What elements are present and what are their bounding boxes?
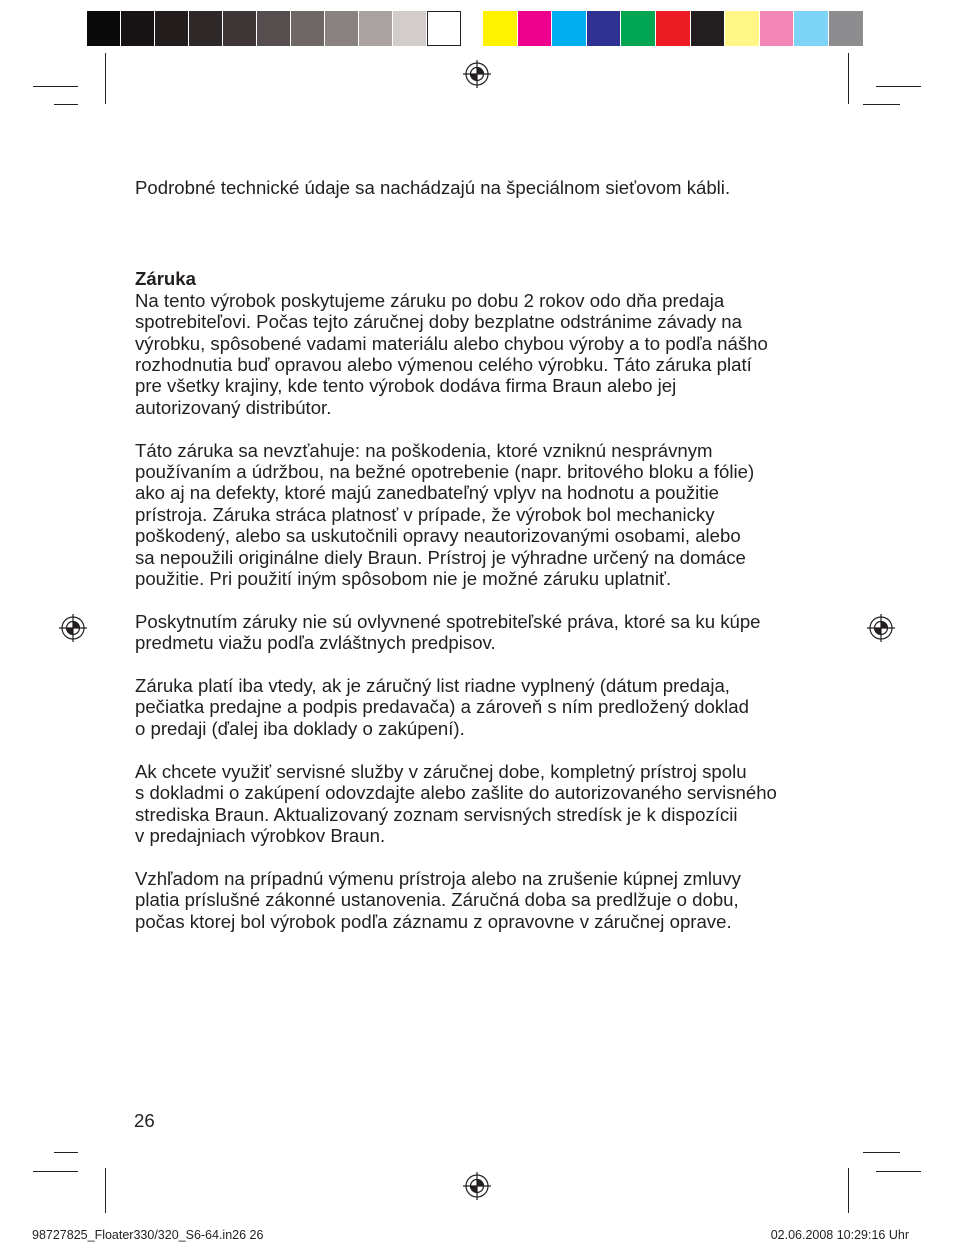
text-line: sa nepoužili originálne diely Braun. Prístroj je výhradne určený na domáce bbox=[135, 546, 746, 568]
page-number: 26 bbox=[134, 1110, 155, 1131]
color-swatch bbox=[393, 11, 427, 46]
text-line: Táto záruka sa nevzťahuje: na poškodenia, ktoré vzniknú nesprávnym bbox=[135, 439, 713, 461]
crop-mark bbox=[848, 1168, 849, 1213]
registration-mark-icon bbox=[867, 614, 895, 642]
color-swatch bbox=[483, 11, 518, 46]
text-line: Záruka platí iba vtedy, ak je záručný list riadne vyplnený (dátum predaja, bbox=[135, 675, 730, 697]
color-swatch bbox=[656, 11, 691, 46]
color-swatch bbox=[359, 11, 393, 46]
color-swatch bbox=[87, 11, 121, 46]
paragraph bbox=[135, 611, 835, 654]
warranty-paragraphs bbox=[135, 290, 835, 932]
color-swatch bbox=[794, 11, 829, 46]
text-line: pečiatka predajne a podpis predavača) a zároveň s ním predložený doklad bbox=[135, 696, 749, 718]
text-line: výrobku, spôsobené vadami materiálu alebo chybou výroby a to podľa nášho bbox=[135, 332, 768, 354]
text-line: používaním a údržbou, na bežné opotrebenie (napr. britového bloku a fólie) bbox=[135, 461, 755, 483]
cmyk-color-bar bbox=[483, 11, 864, 46]
color-swatch bbox=[121, 11, 155, 46]
text-line: autorizovaný distribútor. bbox=[135, 396, 332, 418]
slug-timestamp: 02.06.2008 10:29:16 Uhr bbox=[770, 1228, 909, 1242]
crop-mark bbox=[54, 104, 78, 105]
registration-mark-icon bbox=[463, 60, 491, 88]
color-swatch bbox=[829, 11, 864, 46]
color-swatch bbox=[587, 11, 622, 46]
paragraph bbox=[135, 440, 835, 590]
paragraph bbox=[135, 868, 835, 932]
color-swatch bbox=[257, 11, 291, 46]
text-line: platia príslušné zákonné ustanovenia. Záručná doba sa predlžuje o dobu, bbox=[135, 889, 739, 911]
crop-mark bbox=[33, 86, 78, 87]
text-line: v predajniach výrobkov Braun. bbox=[135, 824, 386, 846]
lead-text: Podrobné technické údaje sa nachádzajú na špeciálnom sieťovom kábli. bbox=[135, 177, 731, 198]
text-line: s dokladmi o zakúpení odovzdajte alebo zašlite do autorizovaného servisného bbox=[135, 782, 777, 804]
text-line: ako aj na defekty, ktoré majú zanedbateľný vplyv na hodnotu a použitie bbox=[135, 482, 719, 504]
color-swatch bbox=[691, 11, 726, 46]
text-line: predmetu viažu podľa zvláštnych predpisov. bbox=[135, 632, 496, 654]
text-line: prístroja. Záruka stráca platnosť v prípade, že výrobok bol mechanicky bbox=[135, 503, 715, 525]
text-line: Vzhľadom na prípadnú výmenu prístroja alebo na zrušenie kúpnej zmluvy bbox=[135, 867, 741, 889]
color-swatch bbox=[621, 11, 656, 46]
grayscale-color-bar bbox=[87, 11, 461, 46]
text-line: rozhodnutia buď opravou alebo výmenou celého výrobku. Táto záruka platí bbox=[135, 354, 752, 376]
crop-mark bbox=[105, 1168, 106, 1213]
paragraph bbox=[135, 761, 835, 847]
color-swatch bbox=[189, 11, 223, 46]
text-line: spotrebiteľovi. Počas tejto záručnej doby bezplatne odstránime závady na bbox=[135, 311, 742, 333]
paragraph bbox=[135, 675, 835, 739]
paragraph bbox=[135, 290, 835, 418]
crop-mark bbox=[105, 53, 106, 104]
text-line: počas ktorej bol výrobok podľa záznamu z opravovne v záručnej oprave. bbox=[135, 910, 732, 932]
registration-mark-icon bbox=[463, 1172, 491, 1200]
slug-filename: 98727825_Floater330/320_S6-64.in26 26 bbox=[32, 1228, 264, 1242]
crop-mark bbox=[876, 1171, 921, 1172]
registration-mark-icon bbox=[59, 614, 87, 642]
color-swatch bbox=[155, 11, 189, 46]
crop-mark bbox=[863, 1152, 900, 1153]
text-line: strediska Braun. Aktualizovaný zoznam servisných stredísk je k dispozícii bbox=[135, 803, 738, 825]
text-line: Na tento výrobok poskytujeme záruku po dobu 2 rokov odo dňa predaja bbox=[135, 289, 725, 311]
color-swatch bbox=[518, 11, 553, 46]
crop-mark bbox=[33, 1171, 78, 1172]
crop-mark bbox=[863, 104, 900, 105]
section-heading: Záruka bbox=[135, 268, 196, 290]
color-swatch bbox=[325, 11, 359, 46]
color-swatch bbox=[552, 11, 587, 46]
color-swatch bbox=[291, 11, 325, 46]
text-line: Poskytnutím záruky nie sú ovlyvnené spotrebiteľské práva, ktoré sa ku kúpe bbox=[135, 610, 761, 632]
color-swatch bbox=[725, 11, 760, 46]
color-swatch bbox=[760, 11, 795, 46]
crop-mark bbox=[54, 1152, 78, 1153]
color-swatch bbox=[427, 11, 461, 46]
crop-mark bbox=[848, 53, 849, 104]
crop-mark bbox=[876, 86, 921, 87]
text-line: o predaji (ďalej iba doklady o zakúpení). bbox=[135, 717, 465, 739]
color-swatch bbox=[223, 11, 257, 46]
text-line: použitie. Pri použití iným spôsobom nie je možné záruku uplatniť. bbox=[135, 568, 672, 590]
text-line: poškodený, alebo sa uskutočnili opravy neautorizovanými osobami, alebo bbox=[135, 525, 741, 547]
text-line: Ak chcete využiť servisné služby v záručnej dobe, kompletný prístroj spolu bbox=[135, 760, 747, 782]
text-line: pre všetky krajiny, kde tento výrobok dodáva firma Braun alebo jej bbox=[135, 375, 677, 397]
document-body bbox=[135, 177, 835, 953]
